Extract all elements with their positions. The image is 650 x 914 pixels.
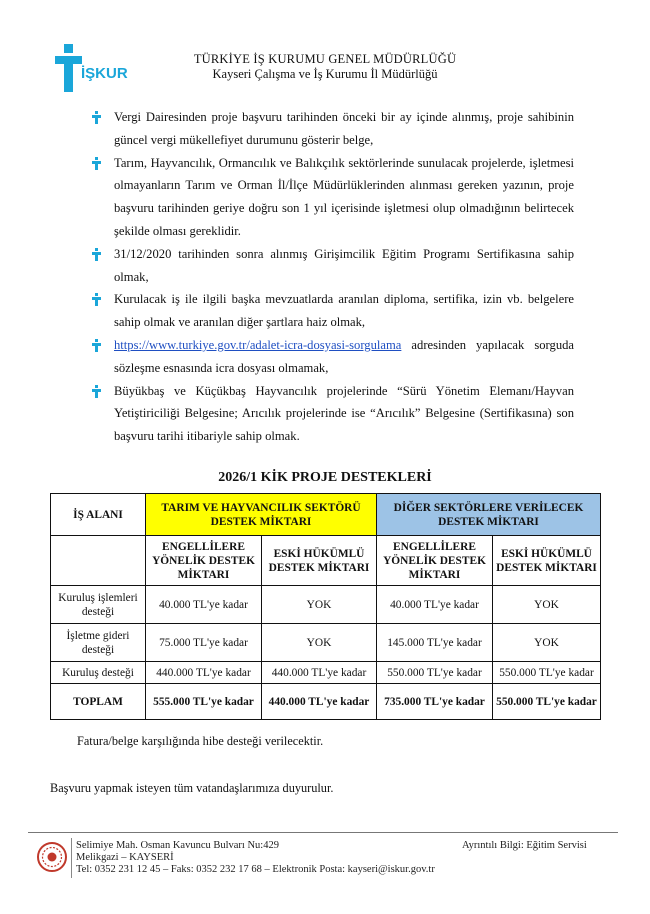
support-table — [50, 493, 601, 720]
row-label: İşletme gideri desteği — [51, 624, 146, 662]
logo-text: İŞKUR — [81, 65, 128, 82]
bullet-icon — [92, 293, 104, 306]
footer-divider — [28, 832, 618, 833]
announcement-text: Başvuru yapmak isteyen tüm vatandaşlarımıza duyurulur. — [50, 781, 334, 795]
header-diger-eski: ESKİ HÜKÜMLÜ DESTEK MİKTARI — [493, 536, 601, 586]
row-label: Kuruluş desteği — [51, 662, 146, 684]
list-item-text: Kurulacak iş ile ilgili başka mevzuatlarda aranılan diploma, sertifika, izin vb. belgelere sahip olmak ve aranılan diğer şartlara haiz olmak, — [114, 292, 574, 330]
footer-contact: Tel: 0352 231 12 45 – Faks: 0352 232 17 68 – Elektronik Posta: kayseri@iskur.gov.tr — [76, 864, 435, 875]
table-cell: 75.000 TL'ye kadar — [146, 624, 262, 662]
table-title: 2026/1 KİK PROJE DESTEKLERİ — [218, 470, 432, 485]
table-row-total — [51, 684, 601, 720]
header-diger-engelli: ENGELLİLERE YÖNELİK DESTEK MİKTARI — [377, 536, 493, 586]
header-tarim-eski: ESKİ HÜKÜMLÜ DESTEK MİKTARI — [262, 536, 377, 586]
table-cell: 550.000 TL'ye kadar — [377, 662, 493, 684]
table-cell: 40.000 TL'ye kadar — [377, 586, 493, 624]
list-item — [92, 106, 574, 152]
invoice-note: Fatura/belge karşılığında hibe desteği verilecektir. — [77, 734, 324, 748]
row-label: TOPLAM — [51, 684, 146, 720]
table-cell: 440.000 TL'ye kadar — [262, 684, 377, 720]
table-cell: 440.000 TL'ye kadar — [146, 662, 262, 684]
table-row — [51, 624, 601, 662]
list-item — [92, 334, 574, 380]
header-tarim-group: TARIM VE HAYVANCILIK SEKTÖRÜ DESTEK MİKTARI — [146, 494, 377, 536]
requirements-list — [92, 106, 574, 448]
table-cell: YOK — [493, 624, 601, 662]
list-item — [92, 243, 574, 289]
table-cell: 550.000 TL'ye kadar — [493, 684, 601, 720]
row-label: Kuruluş işlemleri desteği — [51, 586, 146, 624]
table-cell: 735.000 TL'ye kadar — [377, 684, 493, 720]
footer-address-line2: Melikgazi – KAYSERİ — [76, 852, 174, 863]
table-row — [51, 586, 601, 624]
header-is-alani: İŞ ALANI — [51, 494, 146, 536]
list-item-text: Tarım, Hayvancılık, Ormancılık ve Balıkçılık sektörlerinde sunulacak projelerde, işletmesi olmayanların Tarım ve Orman İl/İlçe Müdürlüklerinden alınması gereken yazının, proje başvuru tarihinden geriye doğru son 1 yıl içerisinde işletmesi olup olmadığının belirtecek şekilde olması gereklidir. — [114, 155, 574, 238]
footer-address-line1: Selimiye Mah. Osman Kavuncu Bulvarı Nu:429 — [76, 840, 279, 851]
bullet-icon — [92, 111, 104, 124]
header-subtitle: Kayseri Çalışma ve İş Kurumu İl Müdürlüğü — [212, 67, 438, 81]
bullet-icon — [92, 339, 104, 352]
list-item-text: Büyükbaş ve Küçükbaş Hayvancılık projelerinde “Sürü Yönetim Elemanı/Hayvan Yetiştiriciliği Belgesine; Arıcılık projelerinde ise “Arıcılık” Belgesine (Sertifikasına) son başvuru tarihi itibariyle sahip olmak. — [114, 383, 574, 444]
list-item — [92, 380, 574, 448]
bullet-icon — [92, 157, 104, 170]
table-cell: 550.000 TL'ye kadar — [493, 662, 601, 684]
bullet-icon — [92, 248, 104, 261]
table-cell: YOK — [493, 586, 601, 624]
table-cell: 145.000 TL'ye kadar — [377, 624, 493, 662]
table-cell: YOK — [262, 624, 377, 662]
bullet-icon — [92, 385, 104, 398]
header-diger-group: DİĞER SEKTÖRLERE VERİLECEK DESTEK MİKTARI — [377, 494, 601, 536]
list-item-text: 31/12/2020 tarihinden sonra alınmış Girişimcilik Eğitim Programı Sertifikasına sahip olmak, — [114, 246, 574, 284]
icra-sorgulama-link[interactable]: https://www.turkiye.gov.tr/adalet-icra-dosyasi-sorgulama — [114, 337, 402, 352]
iskur-logo — [55, 44, 147, 94]
table-row — [51, 662, 601, 684]
table-cell: YOK — [262, 586, 377, 624]
list-item-text: Vergi Dairesinden proje başvuru tarihinden önceki bir ay içinde alınmış, proje sahibinin güncel vergi mükellefiyet durumunu gösterir belge, — [114, 110, 574, 147]
header-title: TÜRKİYE İŞ KURUMU GENEL MÜDÜRLÜĞÜ — [193, 52, 457, 66]
list-item — [92, 152, 574, 243]
table-cell: 555.000 TL'ye kadar — [146, 684, 262, 720]
empty-cell — [51, 536, 146, 586]
list-item-text: adresinden yapılacak sorguda sözleşme esnasında icra dosyası olmamak, — [114, 337, 574, 375]
header-tarim-engelli: ENGELLİLERE YÖNELİK DESTEK MİKTARI — [146, 536, 262, 586]
table-cell: 40.000 TL'ye kadar — [146, 586, 262, 624]
list-item — [92, 288, 574, 334]
table-cell: 440.000 TL'ye kadar — [262, 662, 377, 684]
footer-separator — [71, 838, 72, 878]
footer-info: Ayrıntılı Bilgi: Eğitim Servisi — [462, 840, 587, 851]
ministry-emblem-icon — [36, 840, 68, 874]
